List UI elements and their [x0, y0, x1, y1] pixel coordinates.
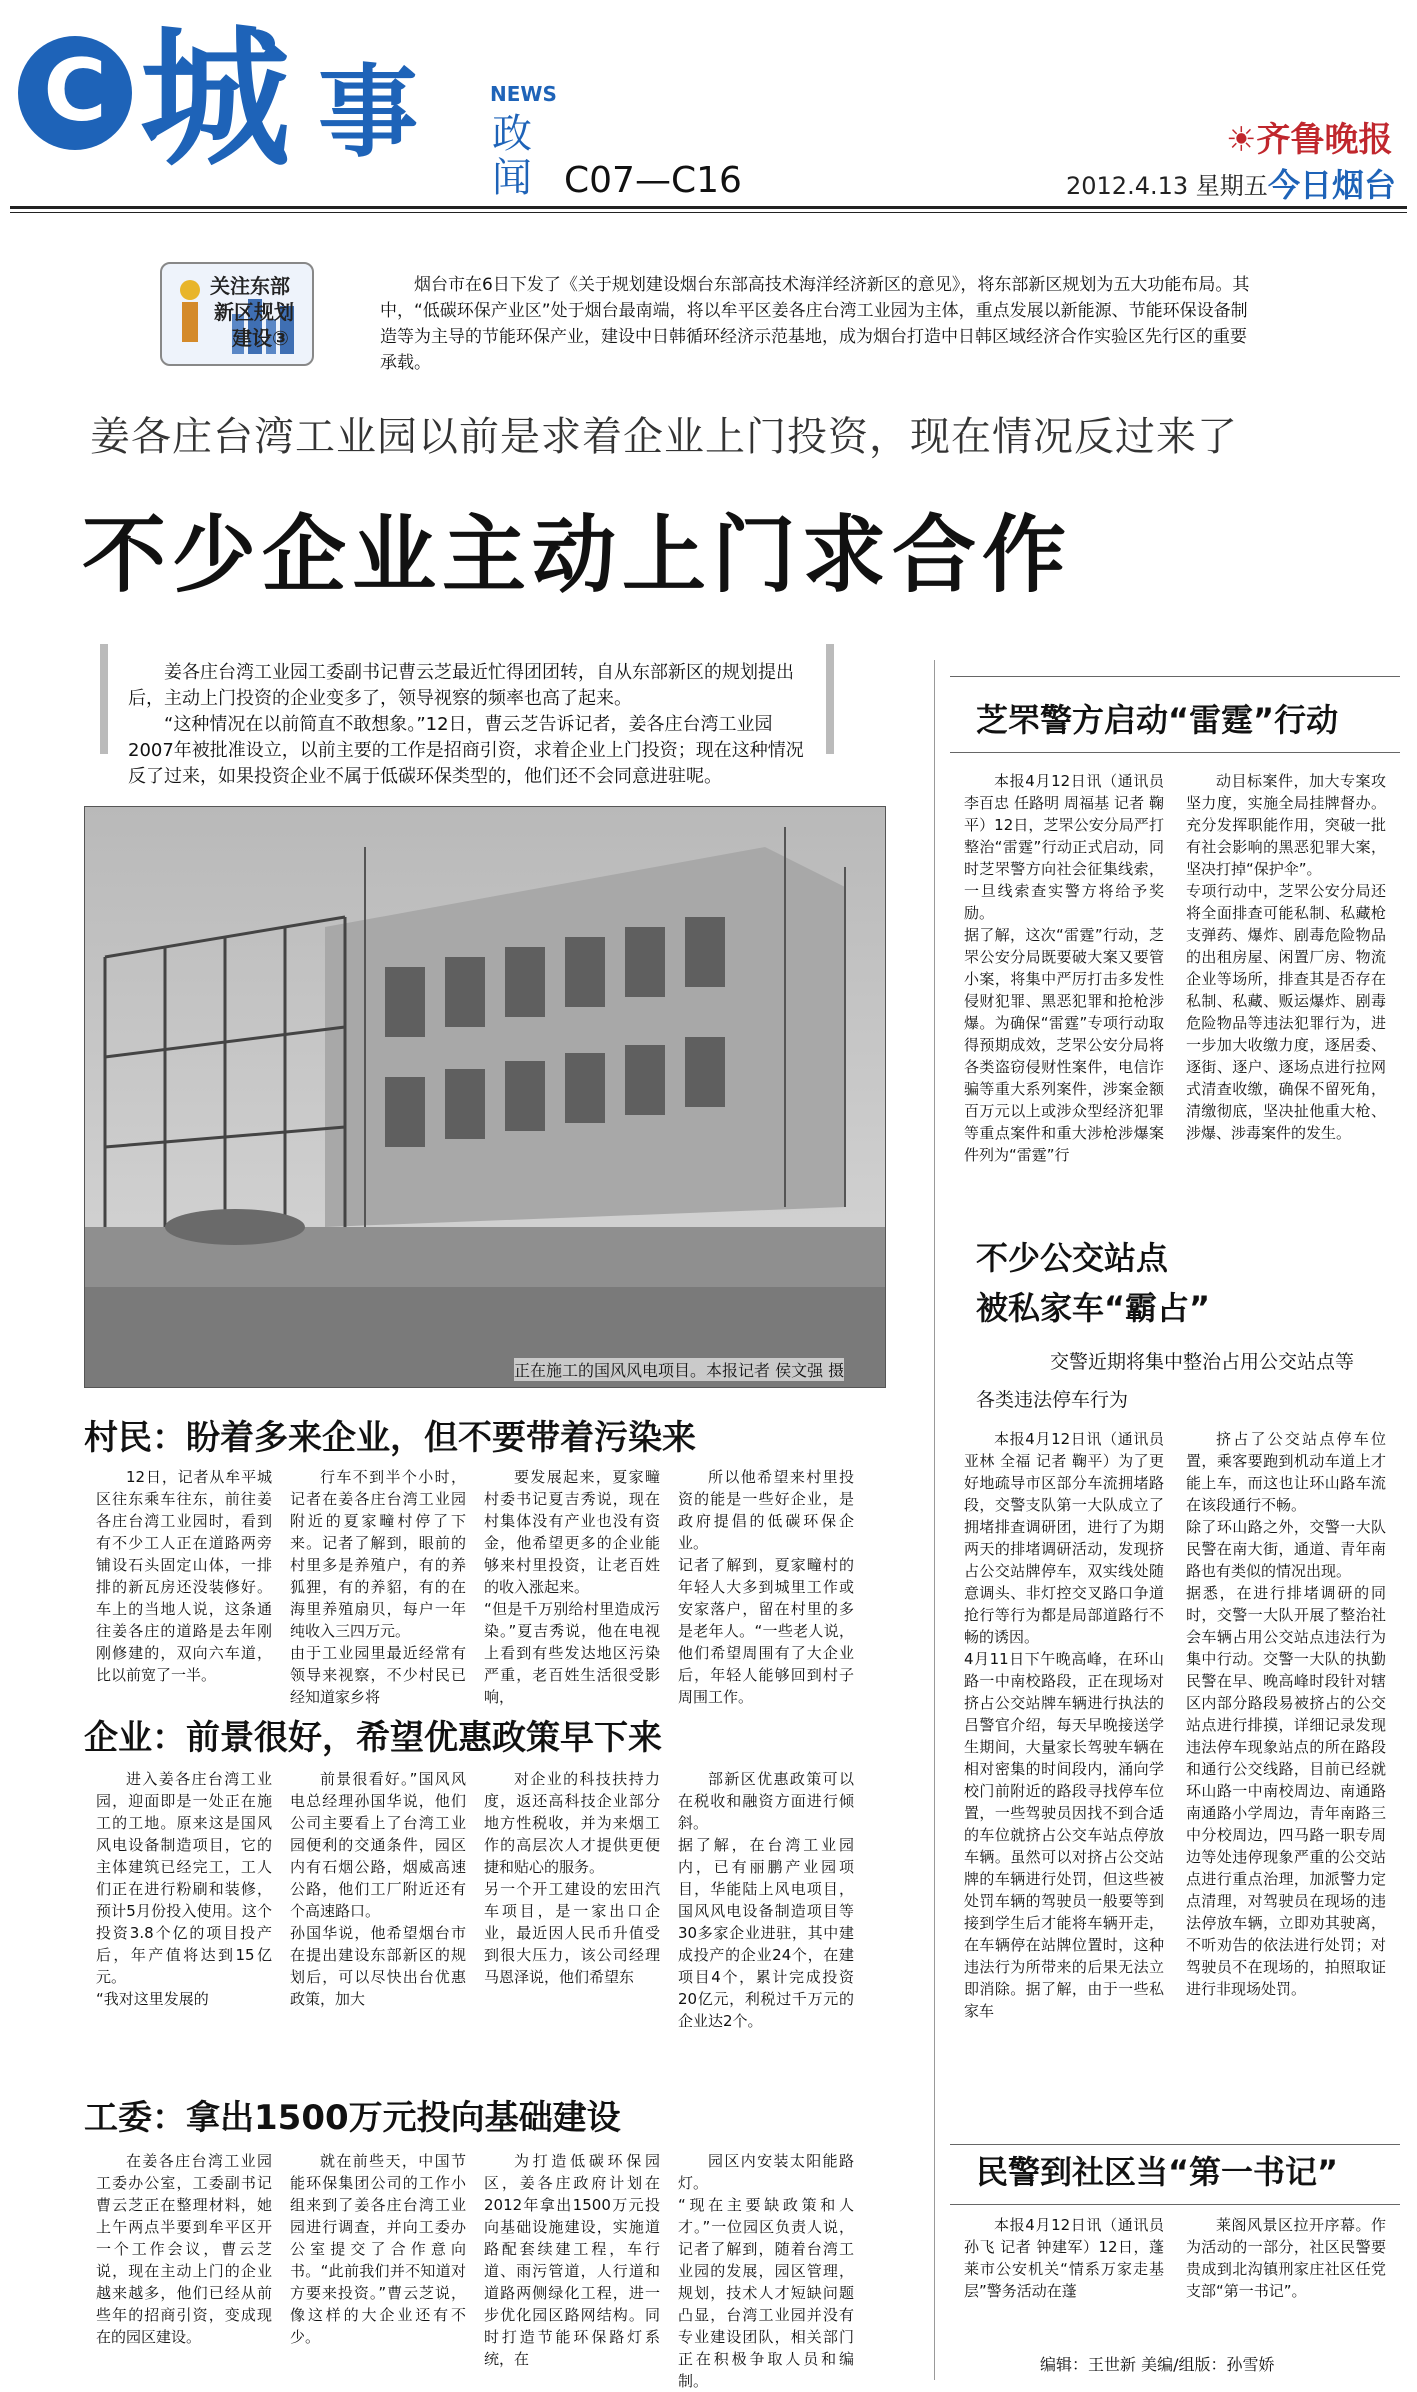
logo-sun-icon: ☀ — [1226, 120, 1257, 160]
photo-caption: 正在施工的国风风电项目。本报记者 侯文强 摄 — [514, 1358, 844, 1381]
zhengwen-label: 政闻 — [492, 111, 532, 201]
news-label: NEWS — [490, 82, 557, 106]
article-column: 要发展起来，夏家疃村委书记夏吉秀说，现在村集体没有产业也没有资金，他希望更多的企业能够来村里投资，让老百姓的收入涨起来。 “但是千万别给村里造成污染。”夏吉秀说，他在电视上看到有些发达地区污染严重，老百姓生活很受影响， — [484, 1468, 660, 1706]
article-column: 进入姜各庄台湾工业园，迎面即是一处正在施工的工地。原来这是国风风电设备制造项目，它的主体建筑已经完工，工人们正在进行粉刷和装修，预计5月份投入使用。这个投资3.8个亿的项目投产后，年产值将达到15亿元。 “我对这里发展的 — [96, 1770, 272, 2008]
sidebar-rule — [950, 2204, 1400, 2205]
article-column: 在姜各庄台湾工业园工委办公室，工委副书记曹云芝正在整理材料，她上午两点半要到牟平区开一个工作会议，曹云芝说，现在主动上门的企业越来越多，他们已经从前些年的招商引资，变成现在的园区建设。 — [96, 2152, 272, 2346]
section-title-enterprises: 企业：前景很好，希望优惠政策早下来 — [84, 1718, 662, 1758]
series-intro: 烟台市在6日下发了《关于规划建设烟台东部高技术海洋经济新区的意见》，将东部新区规划为五大功能布局。其中，“低碳环保产业区”处于烟台最南端，将以牟平区姜各庄台湾工业园为主体，重点发展以新能源、节能环保设备制造等为主导的节能环保产业，建设中日韩循环经济示范基地，成为烟台打造中日韩区域经济合作实验区先行区的重要承载。 — [380, 275, 1250, 373]
construction-photo — [84, 806, 886, 1388]
issue-date: 2012.4.13 星期五 — [1066, 172, 1268, 200]
section-letter-logo: C — [18, 36, 132, 150]
lead-paragraph: 姜各庄台湾工业园工委副书记曹云芝最近忙得团团转，自从东部新区的规划提出后，主动上门投资的企业变多了，领导视察的频率也高了起来。 — [128, 662, 794, 709]
page-range: C07—C16 — [564, 160, 742, 201]
logo-text: 齐鲁晚报 — [1256, 120, 1393, 160]
lead-bracket-right — [826, 644, 834, 754]
sidebar-story2-col2: 挤占了公交站点停车位置，乘客要跑到机动车道上才能上车，而这也让环山路车流在该段通行不畅。 除了环山路之外，交警一大队民警在南大街，通道、青年南路也有类似的情况出现。 据悉，在进行排堵调研的同时，交警一大队开展了整治社会车辆占用公交站点违法行为集中行动。交警一大队的执勤民警在早、晚高峰时段针对辖区内部分路段易被挤占的公交站点进行排摸，详细记录发现违法停车现象站点的所在路段和通行公交线路，目前已经就环山路一中南校周边、南通路南通路小学周边，青年南路三中分校周边，四马路一职专周边等处违停现象严重的公交站点进行重点治理，加派警力定点清理，对驾驶员在现场的违法停放车辆，立即劝其驶离，不听劝告的依法进行处罚；对驾驶员不在现场的，拍照取证进行非现场处罚。 — [1186, 1430, 1386, 1998]
article-column: 园区内安装太阳能路灯。 “现在主要缺政策和人才。”一位园区负责人说，记者了解到，随着台湾工业园的发展，园区管理，规划，技术人才短缺问题凸显，台湾工业园并没有专业建设团队，相关部门正在积极争取人员和编制。 — [678, 2152, 854, 2390]
section-title-cheng: 城 — [140, 13, 291, 187]
article-column: 行车不到半个小时，记者在姜各庄台湾工业园附近的夏家疃村停了下来。记者了解到，眼前的村里多是养殖户，有的养狐狸，有的养貂，有的在海里养殖扇贝，每户一年纯收入三四万元。 由于工业园里最近经常有领导来视察，不少村民已经知道家乡将 — [290, 1468, 466, 1706]
sidebar-story1-col2: 动目标案件，加大专案攻坚力度，实施全局挂牌督办。充分发挥职能作用，突破一批有社会影响的黑恶犯罪大案，坚决打掉“保护伞”。 专项行动中，芝罘公安分局还将全面排查可能私制、私藏枪支弹药、爆炸、剧毒危险物品的出租房屋、闲置厂房、物流企业等场所，排查其是否存在私制、私藏、贩运爆炸、剧毒危险物品等违法犯罪行为，进一步加大收缴力度，逐居委、逐街、逐户、逐场点进行拉网式清查收缴，确保不留死角，清缴彻底，坚决扯他重大枪、涉爆、涉毒案件的发生。 — [1186, 772, 1386, 1142]
sidebar-story2-sub2: 各类违法停车行为 — [976, 1389, 1129, 1411]
sidebar-story3-col2: 莱阁风景区拉开序幕。作为活动的一部分，社区民警要贵成到北沟镇刑家庄社区任党支部“第一书记”。 — [1186, 2216, 1386, 2300]
sidebar-story2-title2: 被私家车“霸占” — [976, 1289, 1211, 1327]
article-column: 对企业的科技扶持力度，返还高科技企业部分地方性税收，并为来烟工作的高层次人才提供更便捷和贴心的服务。 另一个开工建设的宏田汽车项目，是一家出口企业，最近因人民币升值受到很大压力，该公司经理马恩泽说，他们希望东 — [484, 1770, 660, 1986]
sidebar-rule — [950, 2144, 1400, 2145]
sidebar-story2-sub1: 交警近期将集中整治占用公交站点等 — [1050, 1351, 1355, 1373]
article-column: 就在前些天，中国节能环保集团公司的工作小组来到了姜各庄台湾工业园进行调查，并向工委办公室提交了合作意向书。“此前我们并不知道对方要来投资。”曹云芝说，像这样的大企业还有不少。 — [290, 2152, 466, 2346]
sidebar-rule — [950, 676, 1400, 677]
sidebar-story1-col1: 本报4月12日讯（通讯员 李百忠 任路明 周福基 记者 鞠平）12日，芝罘公安分局严打整治“雷霆”行动正式启动，同时芝罘警方向社会征集线索，一旦线索查实警方将给予奖励。 据了解，这次“雷霆”行动，芝罘公安分局既要破大案又要管小案，将集中严厉打击多发性侵财犯罪、黑恶犯罪和抢枪涉爆。为确保“雷霆”专项行动取得预期成效，芝罘公安分局将各类盗窃侵财性案件，电信诈骗等重大系列案件，涉案金额百万元以上或涉众型经济犯罪等重点案件和重大涉枪涉爆案件列为“雷霆”行 — [964, 772, 1164, 1164]
section-title-committee: 工委：拿出1500万元投向基础建设 — [84, 2098, 621, 2138]
section-title-shi: 事 — [318, 54, 418, 171]
lead-paragraph: “这种情况在以前简直不敢想象。”12日，曹云芝告诉记者，姜各庄台湾工业园2007年被批准设立，以前主要的工作是招商引资，求着企业上门投资；现在这种情况反了过来，如果投资企业不属于低碳环保类型的，他们还不会同意进驻呢。 — [128, 714, 804, 787]
masthead-rule — [10, 206, 1407, 209]
article-column: 部新区优惠政策可以在税收和融资方面进行倾斜。 据了解，在台湾工业园内，已有丽鹏产业园项目，华能陆上风电项目，国风风电设备制造项目等30多家企业进驻，其中建成投产的企业24个，在建项目4个，累计完成投资20亿元，利税过千万元的企业达2个。 — [678, 1770, 854, 2030]
sidebar-story3-title: 民警到社区当“第一书记” — [976, 2153, 1339, 2191]
construction-site-image — [85, 807, 885, 1387]
editor-credit: 编辑：王世新 美编/组版：孙雪娇 — [1040, 2355, 1275, 2374]
badge-line2: 新区规划 — [214, 300, 294, 324]
badge-line1: 关注东部 — [210, 274, 290, 298]
kicker-headline: 姜各庄台湾工业园以前是求着企业上门投资，现在情况反过来了 — [90, 414, 1238, 460]
sidebar-story3-col1: 本报4月12日讯（通讯员 孙飞 记者 钟建军）12日，蓬莱市公安机关“情系万家走基层”警务活动在蓬 — [964, 2216, 1164, 2300]
masthead-rule-thin — [10, 212, 1407, 213]
lead-paragraphs — [128, 660, 818, 790]
badge-line3: 建设③ — [232, 326, 289, 350]
article-column: 12日，记者从牟平城区往东乘车往东，前往姜各庄台湾工业园时，看到有不少工人正在道路两旁铺设石头固定山体，一排排的新瓦房还没装修好。车上的当地人说，这条通往姜各庄的道路是去年刚刚修建的，双向六车道，比以前宽了一半。 — [96, 1468, 272, 1684]
main-headline: 不少企业主动上门求合作 — [82, 506, 1073, 604]
edition-city: 今日烟台 — [1268, 166, 1397, 204]
sidebar-story1-title: 芝罘警方启动“雷霆”行动 — [976, 701, 1339, 739]
lead-bracket-left — [100, 644, 108, 754]
article-column: 所以他希望来村里投资的能是一些好企业，是政府提倡的低碳环保企业。 记者了解到，夏家疃村的年轻人大多到城里工作或安家落户，留在村里的多是老年人。“一些老人说，他们希望周围有了大企业后，年轻人能够回到村子周围工作。 — [678, 1468, 854, 1706]
sidebar-story2-col1: 本报4月12日讯（通讯员 亚林 全福 记者 鞠平）为了更好地疏导市区部分车流拥堵路段，交警支队第一大队成立了拥堵排查调研团，进行了为期两天的排堵调研活动，发现挤占公交站牌停车，双实线处随意调头、非灯控交叉路口争道抢行等行为都是局部道路行不畅的诱因。 4月11日下午晚高峰，在环山路一中南校路段，正在现场对挤占公交站牌车辆进行执法的吕警官介绍，每天早晚接送学生期间，大量家长驾驶车辆在相对密集的时间段内，涌向学校门前附近的路段寻找停车位置，一些驾驶员因找不到合适的车位就挤占公交车站点停放车辆。虽然可以对挤占公交站牌的车辆进行处罚，但这些被处罚车辆的驾驶员一般要等到接到学生后才能将车辆开走，在车辆停在站牌位置时，这种违法行为所带来的后果无法立即消除。据了解，由于一些私家车 — [964, 1430, 1164, 2020]
newspaper-logo — [1226, 112, 1392, 161]
sidebar-story2-title1: 不少公交站点 — [976, 1239, 1169, 1277]
article-column: 前景很看好。”国风风电总经理孙国华说，他们公司主要看上了台湾工业园便利的交通条件，园区内有石烟公路，烟威高速公路，他们工厂附近还有个高速路口。 孙国华说，他希望烟台市在提出建设东部新区的规划后，可以尽快出台优惠政策，加大 — [290, 1770, 466, 2008]
section-title-villagers: 村民：盼着多来企业，但不要带着污染来 — [84, 1418, 696, 1458]
article-column: 为打造低碳环保园区，姜各庄政府计划在2012年拿出1500万元投向基础设施建设，实施道路配套续建工程，车行道、雨污管道，人行道和道路两侧绿化工程，进一步优化园区路网结构。同时打造节能环保路灯系统，在 — [484, 2152, 660, 2368]
sidebar-rule — [950, 752, 1400, 753]
